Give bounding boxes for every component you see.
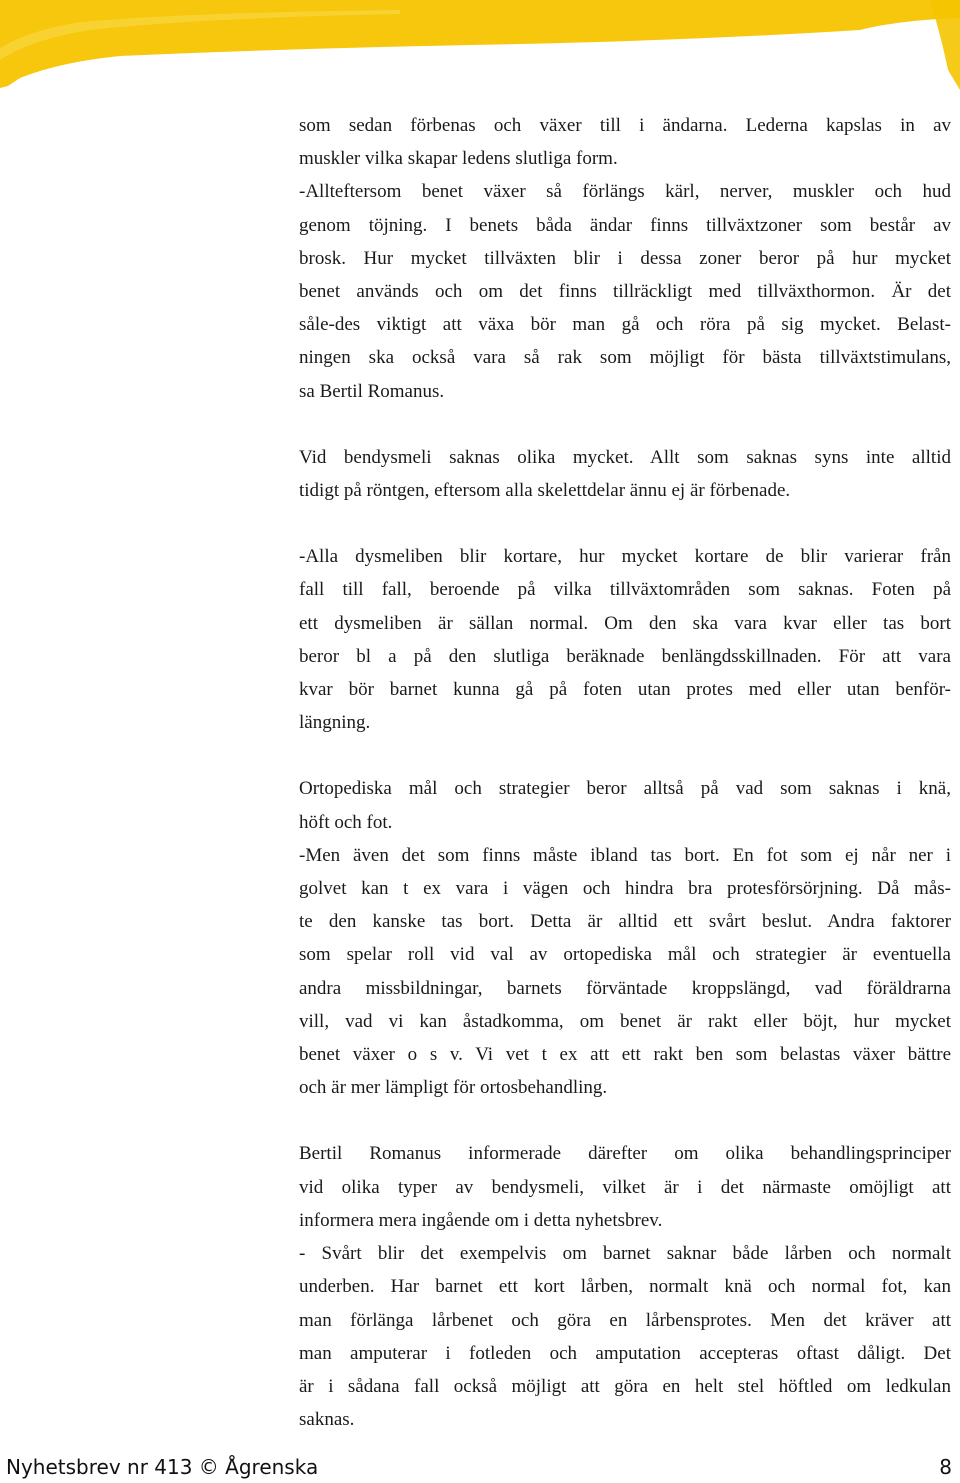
footer-newsletter-label: Nyhetsbrev nr 413 © Ågrenska [6,1455,319,1479]
text-line: som sedan förbenas och växer till i ändarna. Lederna kapslas in av [299,115,951,136]
text-line: tidigt på röntgen, eftersom alla skelettdelar ännu ej är förbenade. [299,480,791,502]
text-line: benet växer o s v. Vi vet t ex att ett rakt ben som belastas växer bättre [299,1044,951,1066]
text-line: som spelar roll vid val av ortopediska mål och strategier är eventuella [299,944,951,966]
text-line: Bertil Romanus informerade därefter om olika behandlingsprinciper [299,1143,951,1165]
paragraph-3 [299,540,951,739]
paragraph-1 [299,109,951,408]
text-line: brosk. Hur mycket tillväxten blir i dessa zoner beror på hur mycket [299,247,951,269]
text-line: ett dysmeliben är sällan normal. Om den ska vara kvar eller tas bort [299,612,951,634]
text-line: muskler vilka skapar ledens slutliga form. [299,148,618,170]
text-line: underben. Har barnet ett kort lårben, normalt knä och normal fot, kan [299,1276,951,1298]
text-line: kvar bör barnet kunna gå på foten utan protes med eller utan benför- [299,679,951,701]
text-line: andra missbildningar, barnets förväntade kroppslängd, vad föräldrarna [299,977,951,999]
text-line: -Allteftersom benet växer så förlängs kärl, nerver, muskler och hud [299,181,951,203]
text-line: -Men även det som finns måste ibland tas bort. En fot som ej når ner i [299,844,951,866]
paragraph-2 [299,441,951,507]
paragraph-5 [299,1137,951,1436]
text-line: te den kanske tas bort. Detta är alltid ett svårt beslut. Andra faktorer [299,911,951,933]
text-line: golvet kan t ex vara i vägen och hindra bra protesförsörjning. Då mås- [299,878,951,900]
text-line: beror bl a på den slutliga beräknade benlängdsskillnaden. För att vara [299,645,951,667]
text-line: vid olika typer av bendysmeli, vilket är i det närmaste omöjligt att [299,1176,951,1198]
text-line: längning. [299,712,371,734]
text-line: informera mera ingående om i detta nyhetsbrev. [299,1209,663,1231]
text-line: sa Bertil Romanus. [299,380,445,402]
text-line: -Alla dysmeliben blir kortare, hur mycket kortare de blir varierar från [299,546,951,568]
text-line: är i sådana fall också möjligt att göra en helt stel höftled om ledkulan [299,1375,951,1397]
text-line: benet används och om det finns tillräckligt med tillväxthormon. Är det [299,281,951,303]
text-line: såle-des viktigt att växa bör man gå och röra på sig mycket. Belast- [299,314,951,336]
text-line: Ortopediska mål och strategier beror alltså på vad som saknas i knä, [299,778,951,800]
page-number: 8 [939,1455,952,1479]
text-line: Vid bendysmeli saknas olika mycket. Allt som saknas syns inte alltid [299,446,951,468]
text-line: ningen ska också vara så rak som möjligt för bästa tillväxtstimulans, [299,347,951,369]
text-line: vill, vad vi kan åstadkomma, om benet är rakt eller böjt, hur mycket [299,1010,951,1032]
yellow-brush-stroke-header [0,0,960,90]
text-line: och är mer lämpligt för ortosbehandling. [299,1077,608,1099]
text-line: höft och fot. [299,811,393,833]
text-line: genom töjning. I benets båda ändar finns tillväxtzoner som består av [299,214,951,236]
text-line: saknas. [299,1409,355,1431]
text-line: man förlänga lårbenet och göra en lårbensprotes. Men det kräver att [299,1309,951,1331]
text-line: fall till fall, beroende på vilka tillväxtområden som saknas. Foten på [299,579,951,601]
text-line: - Svårt blir det exempelvis om barnet saknar både lårben och normalt [299,1243,951,1265]
article-body [299,109,951,1436]
text-line: man amputerar i fotleden och amputation accepteras oftast dåligt. Det [299,1342,951,1364]
paragraph-4 [299,772,951,1104]
